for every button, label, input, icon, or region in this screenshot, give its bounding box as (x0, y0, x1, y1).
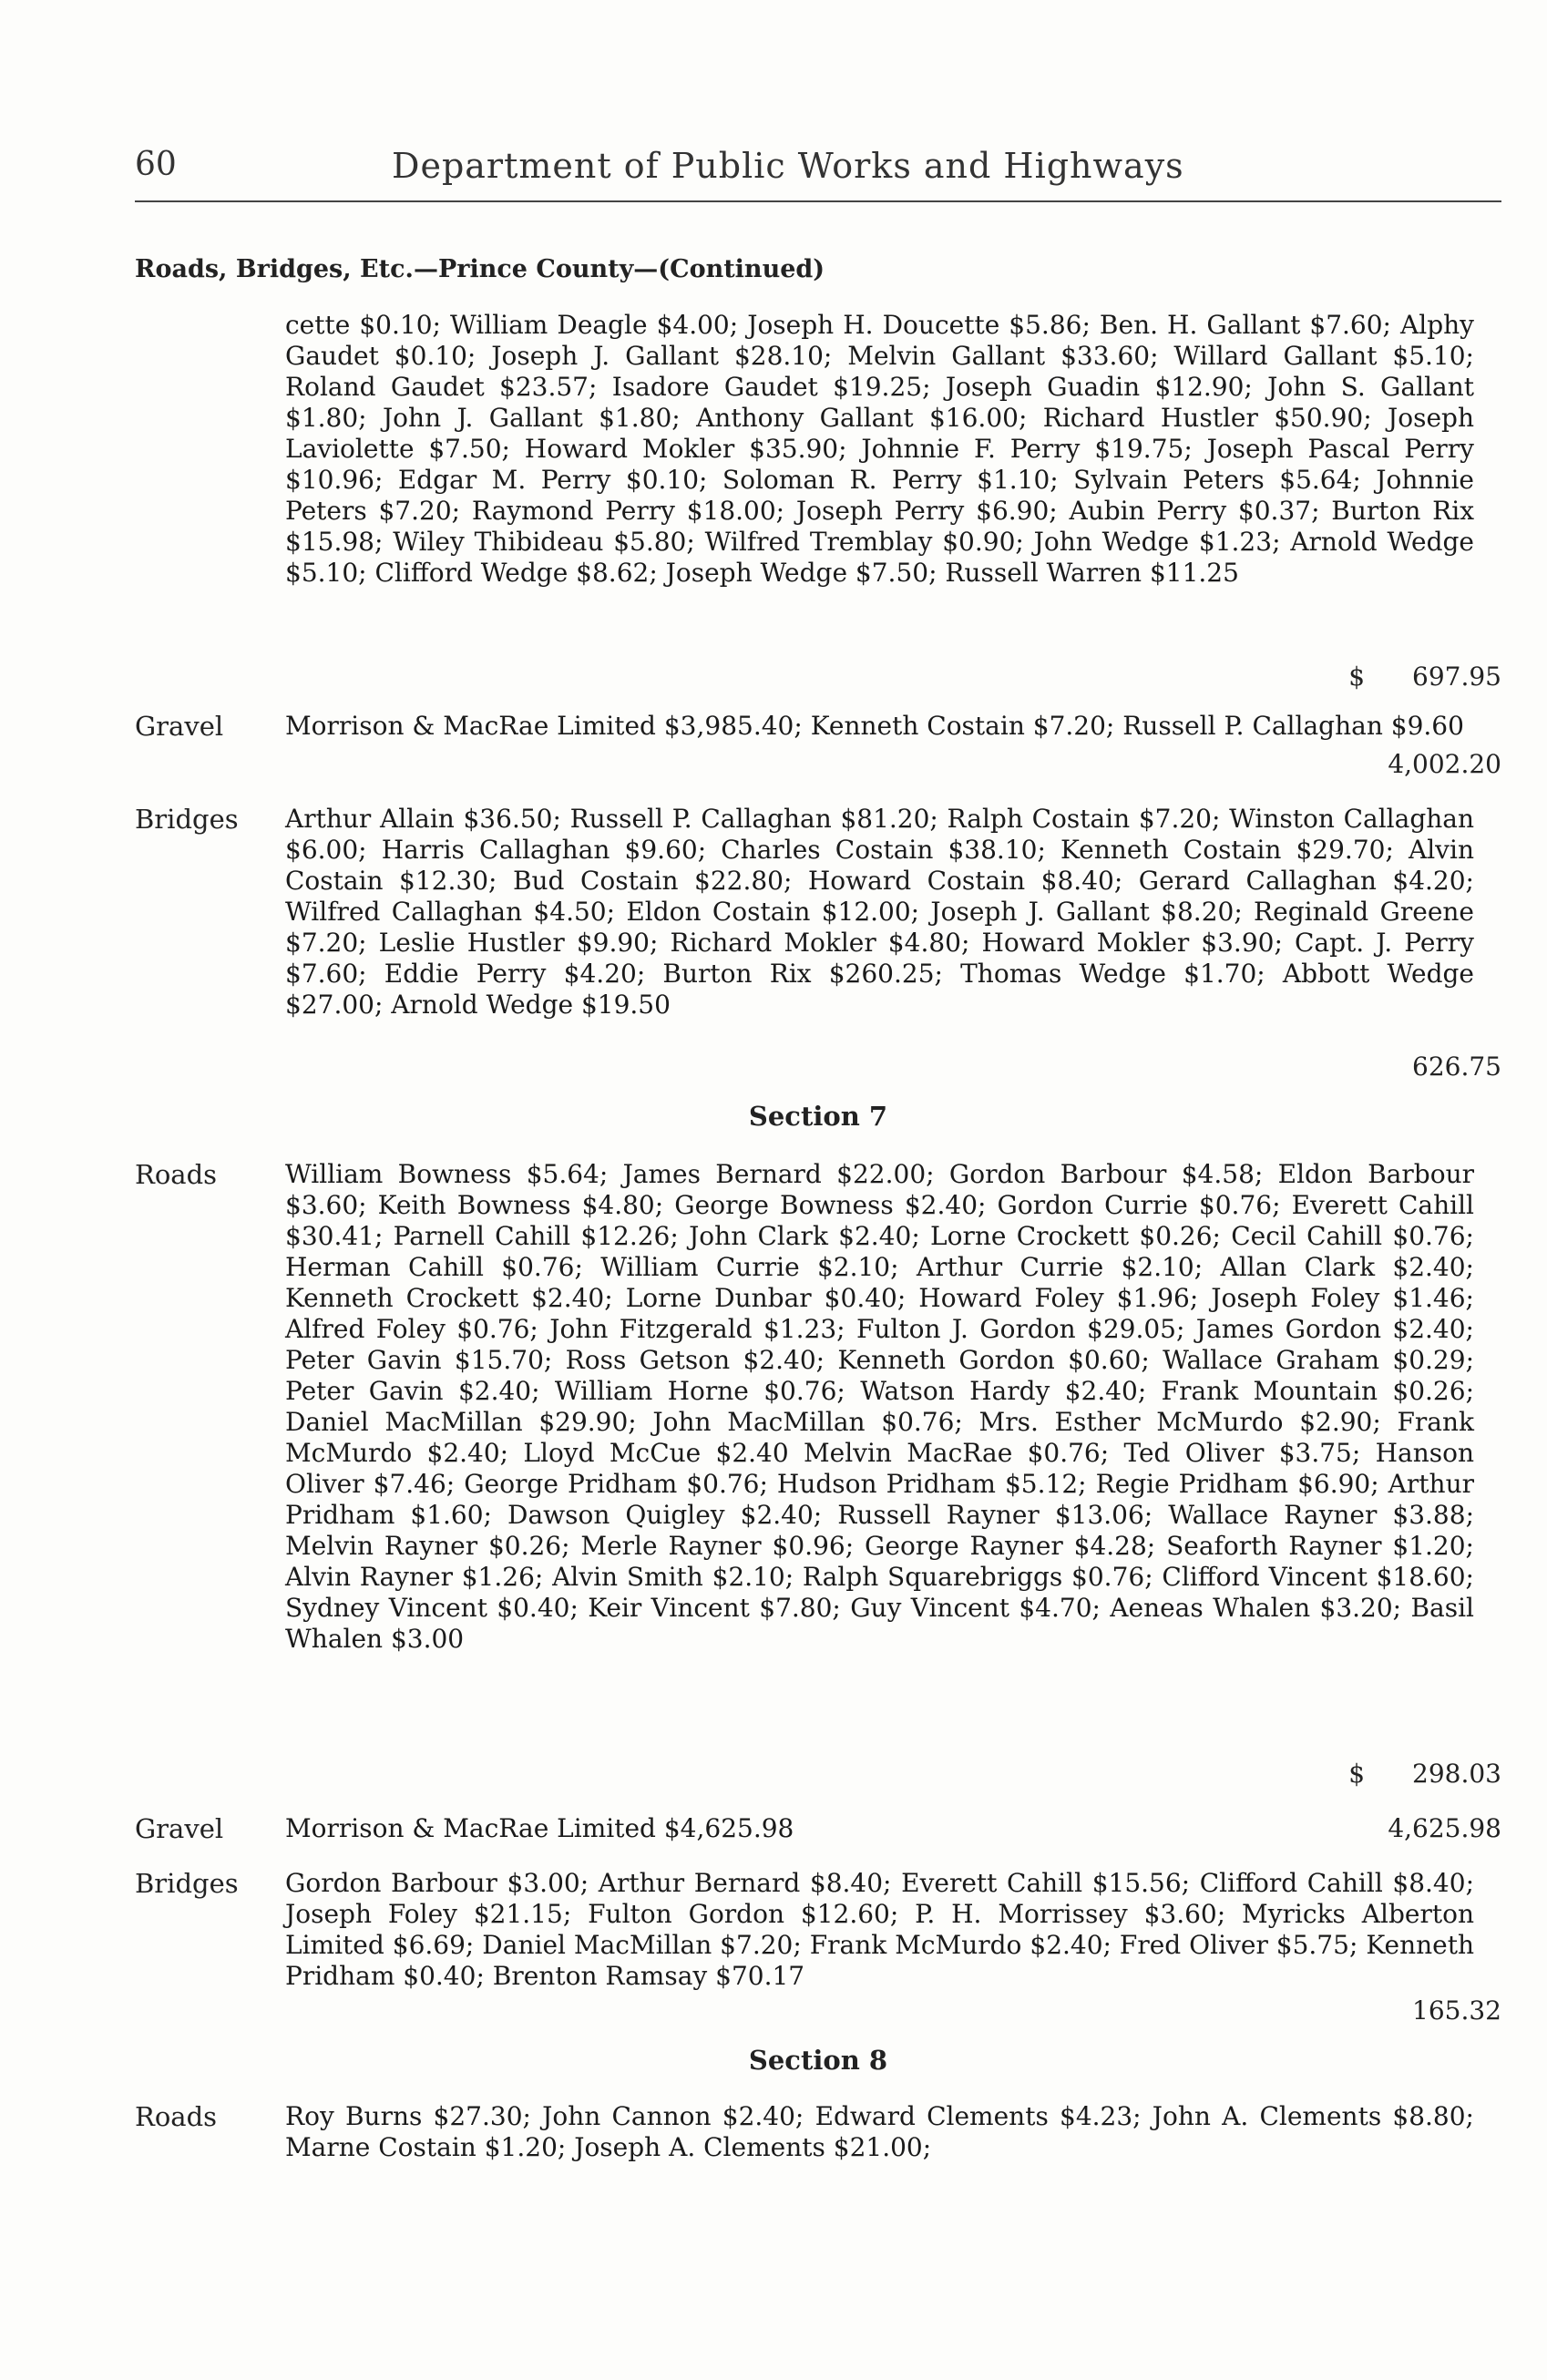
section-title: Section 7 (748, 1101, 888, 1132)
entry-text: Morrison & MacRae Limited $3,985.40; Kenneth Costain $7.20; Russell P. Callaghan $9.60 (285, 711, 1464, 741)
currency-symbol: $ (1348, 662, 1366, 692)
page-number: 60 (135, 146, 177, 183)
entry-text: Morrison & MacRae Limited $4,625.98 (285, 1813, 794, 1843)
amount-value: 697.95 (1412, 662, 1501, 692)
page-header (135, 146, 1501, 200)
entry-text: cette $0.10; William Deagle $4.00; Joseph H. Doucette $5.86; Ben. H. Gallant $7.60; Alphy Gaudet $0.10; Joseph J. Gallant $28.10; Melvin Gallant $33.60; Willard Gallant $5.10; Roland Gaudet $23.57; Isadore Gaudet $19.25; Joseph Guadin $12.90; John S. Gallant $1.80; John J. Gallant $1.80; Anthony Gallant $16.00; Richard Hustler $50.90; Joseph Laviolette $7.50; Howard Mokler $35.90; Johnnie F. Perry $19.75; Joseph Pascal Perry $10.96; Edgar M. Perry $0.10; Soloman R. Perry $1.10; Sylvain Peters $5.64; Johnnie Peters $7.20; Raymond Perry $18.00; Joseph Perry $6.90; Aubin Perry $0.37; Burton Rix $15.98; Wiley Thibideau $5.80; Wilfred Tremblay $0.90; John Wedge $1.23; Arnold Wedge $5.10; Clifford Wedge $8.62; Joseph Wedge $7.50; Russell Warren $11.25 (285, 310, 1474, 588)
amount-value: 4,002.20 (1388, 749, 1501, 779)
entry-amount (1412, 1052, 1501, 1082)
entry-amount (1348, 1759, 1501, 1789)
entry-text: William Bowness $5.64; James Bernard $22.00; Gordon Barbour $4.58; Eldon Barbour $3.60; Keith Bowness $4.80; George Bowness $2.40; Gordon Currie $0.76; Everett Cahill $30.41; Parnell Cahill $12.26; John Clark $2.40; Lorne Crockett $0.26; Cecil Cahill $0.76; Herman Cahill $0.76; William Currie $2.10; Arthur Currie $2.10; Allan Clark $2.40; Kenneth Crockett $2.40; Lorne Dunbar $0.40; Howard Foley $1.96; Joseph Foley $1.46; Alfred Foley $0.76; John Fitzgerald $1.23; Fulton J. Gordon $29.05; James Gordon $2.40; Peter Gavin $15.70; Ross Getson $2.40; Kenneth Gordon $0.60; Wallace Graham $0.29; Peter Gavin $2.40; William Horne $0.76; Watson Hardy $2.40; Frank Mountain $0.26; Daniel MacMillan $29.90; John MacMillan $0.76; Mrs. Esther McMurdo $2.90; Frank McMurdo $2.40; Lloyd McCue $2.40 Melvin MacRae $0.76; Ted Oliver $3.75; Hanson Oliver $7.46; George Pridham $0.76; Hudson Pridham $5.12; Regie Pridham $6.90; Arthur Pridham $1.60; Dawson Quigley $2.40; Russell Rayner $13.06; Wallace Rayner $3.88; Melvin Rayner $0.26; Merle Rayner $0.96; George Rayner $4.28; Seaforth Rayner $1.20; Alvin Rayner $1.26; Alvin Smith $2.10; Ralph Squarebriggs $0.76; Clifford Vincent $18.60; Sydney Vincent $0.40; Keir Vincent $7.80; Guy Vincent $4.70; Aeneas Whalen $3.20; Basil Whalen $3.00 (285, 1159, 1474, 1654)
entry-label: Roads (135, 1159, 218, 1190)
entry-amount (1412, 1995, 1501, 2026)
subheading: Roads, Bridges, Etc.—Prince County—(Continued) (135, 255, 825, 283)
header-rule (135, 200, 1501, 202)
entry-amount (1348, 662, 1501, 692)
section-title: Section 8 (748, 2045, 888, 2076)
entry-label: Gravel (135, 1813, 224, 1844)
entry-text: Arthur Allain $36.50; Russell P. Callaghan $81.20; Ralph Costain $7.20; Winston Callaghan $6.00; Harris Callaghan $9.60; Charles Costain $38.10; Kenneth Costain $29.70; Alvin Costain $12.30; Bud Costain $22.80; Howard Costain $8.40; Gerard Callaghan $4.20; Wilfred Callaghan $4.50; Eldon Costain $12.00; Joseph J. Gallant $8.20; Reginald Greene $7.20; Leslie Hustler $9.90; Richard Mokler $4.80; Howard Mokler $3.90; Capt. J. Perry $7.60; Eddie Perry $4.20; Burton Rix $260.25; Thomas Wedge $1.70; Abbott Wedge $27.00; Arnold Wedge $19.50 (285, 804, 1474, 1020)
entry-label: Bridges (135, 804, 239, 835)
amount-value: 4,625.98 (1388, 1813, 1501, 1843)
amount-value: 626.75 (1412, 1052, 1501, 1082)
entry-amount (1388, 1813, 1501, 1843)
entry-text: Gordon Barbour $3.00; Arthur Bernard $8.40; Everett Cahill $15.56; Clifford Cahill $8.40; Joseph Foley $21.15; Fulton Gordon $12.60; P. H. Morrissey $3.60; Myricks Alberton Limited $6.69; Daniel MacMillan $7.20; Frank McMurdo $2.40; Fred Oliver $5.75; Kenneth Pridham $0.40; Brenton Ramsay $70.17 (285, 1868, 1474, 1991)
entry-amount (1388, 749, 1501, 779)
amount-value: 165.32 (1412, 1995, 1501, 2026)
entry-label: Roads (135, 2101, 218, 2132)
entry-label: Gravel (135, 711, 224, 742)
amount-value: 298.03 (1412, 1759, 1501, 1789)
currency-symbol: $ (1348, 1759, 1366, 1789)
running-title: Department of Public Works and Highways (392, 146, 1184, 186)
entry-label: Bridges (135, 1868, 239, 1899)
entry-text: Roy Burns $27.30; John Cannon $2.40; Edward Clements $4.23; John A. Clements $8.80; Marne Costain $1.20; Joseph A. Clements $21.00; (285, 2101, 1474, 2162)
